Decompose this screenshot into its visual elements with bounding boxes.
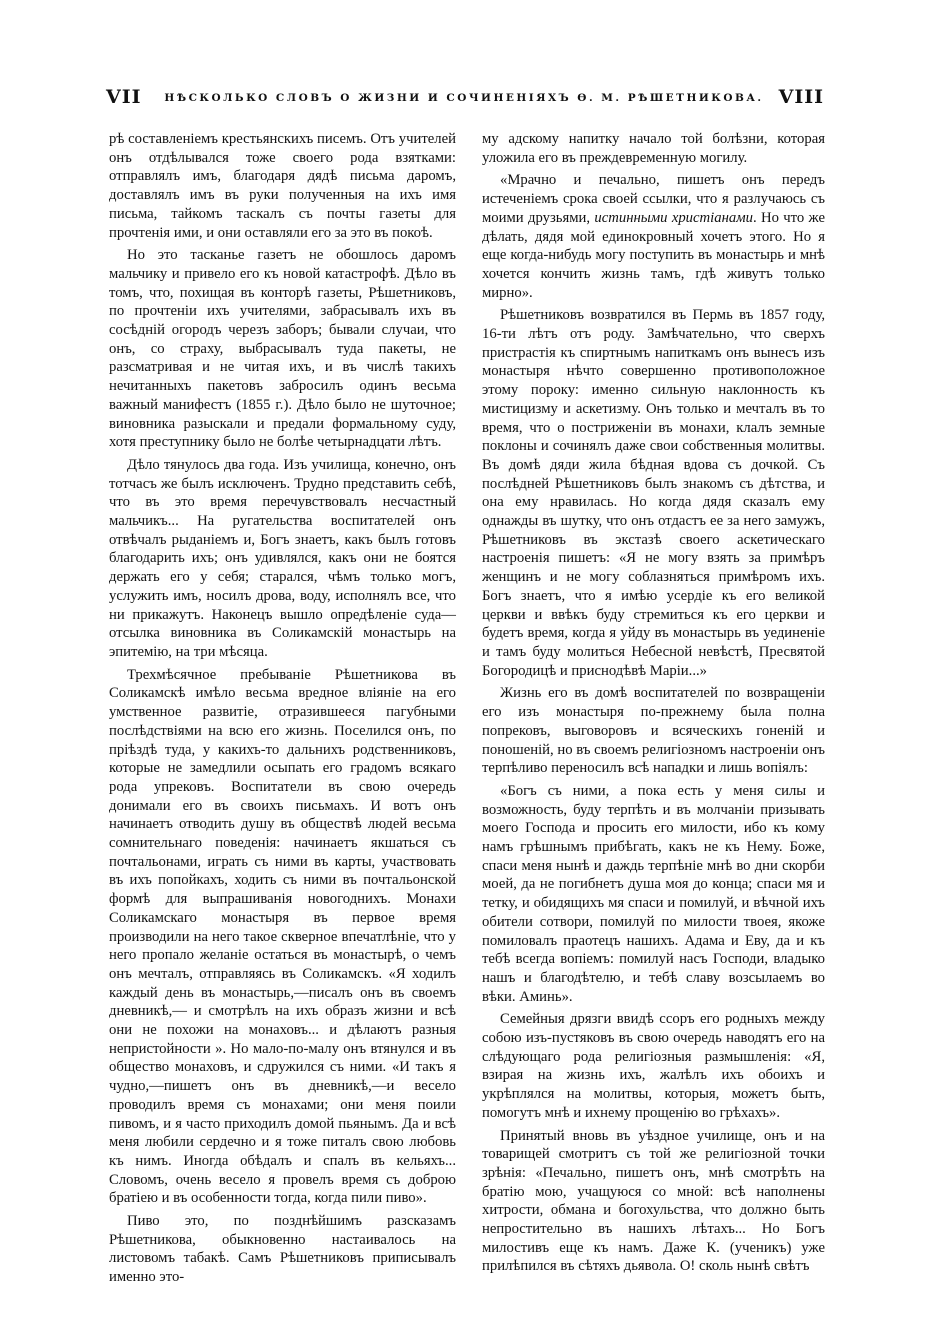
paragraph: рѣ составленіемъ крестьянскихъ писемъ. Отъ учителей онъ отдѣлывался тоже своего рода взятками: отправлялъ имъ, благодаря дядѣ письма даромъ, доставлялъ имъ въ руки полученныя на ихъ имя письма, тайкомъ таскалъ съ почты газеты для прочтенія ими, и они оставляли его за это въ покоѣ. xyxy=(109,131,456,241)
left-column xyxy=(109,130,456,1291)
paragraph: Жизнь его въ домѣ воспитателей по возвращеніи его изъ монастыря по-прежнему была полна попрековъ, выговоровъ и всяческихъ гоненій и поношеній, но въ своемъ религіозномъ настроеніи онъ терпѣливо переносилъ всѣ нападки и лишь вопіялъ: xyxy=(482,685,825,777)
paragraph: Но это тасканье газетъ не обошлось даромъ мальчику и привело его къ новой катастрофѣ. Дѣло въ томъ, что, похищая въ конторѣ газеты, Рѣшетниковъ, по прочтеніи ихъ учителями, забрасывалъ ихъ въ сосѣдній огородъ черезъ заборъ; бывали случаи, что онъ, со страху, выбрасывалъ туда пакеты, не разсматривая и не читая ихъ, и въ числѣ такихъ нечитанныхъ пакетовъ забросилъ одинъ весьма важный манифестъ (1855 г.). Дѣло было не шуточное; виновника разыскали и предали формальному суду, хотя преступнику было не болѣе четырнадцати лѣтъ. xyxy=(109,247,456,451)
page-header xyxy=(96,86,832,116)
quote-text: . Но что же дѣлать, дядя мой единокровный хочетъ этого. Но я еще когда-нибудь могу поступить въ монастырь и мнѣ хочется кончить жизнь тамъ, гдѣ живутъ только мирно». xyxy=(482,209,826,301)
prayer-quote: «Богъ съ ними, а пока есть у меня силы и возможность, буду терпѣть и въ молчаніи призывать моего Господа и просить его милости, ибо къ кому намъ грѣшнымъ прибѣгать, какъ не къ Нему. Боже, спаси меня нынѣ и даждь терпѣніе мнѣ во дни скорби моей, да не погибнетъ душа моя до конца; спаси мя и тетку, и обидящихъ мя спаси и помилуй, и вѣчной ихъ обители сотвори, помилуй по милости твоея, якоже помиловалъ праотецъ нашихъ. Адама и Еву, да и къ тебѣ всегда вопіемъ: помилуй насъ Господи, владыко нашъ и благодѣтелю, и тебѣ славу возсылаемъ во вѣки. Аминь». xyxy=(482,782,825,1005)
paragraph: Принятый вновь въ уѣздное училище, онъ и на товарищей смотритъ съ той же религіозной точки зрѣнія: «Печально, пишетъ онъ, мнѣ смотрѣть на братію мою, учащуюся со мной: всѣ наполнены хитрости, обмана и богохульства, что должно быть непростительно въ нашихъ лѣтахъ... Но Богъ милостивъ еще къ намъ. Даже К. (ученикъ) уже прилѣпился въ сѣтяхъ дьявола. О! сколь нынѣ свѣтъ xyxy=(482,1127,825,1275)
quote-text: «Мрачно и печально, пишетъ онъ передъ истеченіемъ срока своей ссылки, что я разлучаюсь съ моими друзьями, xyxy=(482,172,825,226)
right-page-number: VIII xyxy=(778,86,824,108)
italic-phrase: истинными христіанами xyxy=(594,209,753,226)
paragraph: му адскому напитку начало той болѣзни, которая уложила его въ преждевременную могилу. xyxy=(482,131,825,166)
left-page-number: VII xyxy=(106,86,142,108)
paragraph: Семейныя дрязги ввидѣ ссоръ его родныхъ между собою изъ-пустяковъ въ свою очередь наводятъ его на слѣдующаго рода религіозныя размышленія: «Я, взирая на жизнь ихъ, жалѣлъ ихъ обоихъ и укрѣплялся на молитвы, которыя, можетъ быть, помогутъ мнѣ и ихнему прощенію во грѣхахъ». xyxy=(482,1011,825,1121)
paragraph: Пиво это, по позднѣйшимъ разсказамъ Рѣшетникова, обыкновенно настаивалось на листовомъ табакѣ. Самъ Рѣшетниковъ приписывалъ именно это- xyxy=(109,1213,456,1286)
paragraph: Трехмѣсячное пребываніе Рѣшетникова въ Соликамскѣ имѣло весьма вредное вліяніе на его умственное развитіе, отразившееся пагубными послѣдствіями на всю его жизнь. Поселился онъ, по пріѣздѣ туда, у какихъ-то дальнихъ родственниковъ, которые не замедлили осыпать его градомъ всякаго рода упрековъ. Воспитатели въ свою очередь донимали его въ своихъ письмахъ. И вотъ онъ начинаетъ отводить душу въ обществѣ людей весьма сомнительнаго поведенія: начинаетъ якшаться съ почтальонами, играть съ ними въ карты, участвовать въ ихъ попойкахъ, ходить съ ними въ почтальонской формѣ для выпрашиванія новогоднихъ. Монахи Соликамскаго монастыря въ первое время производили на него такое скверное впечатлѣніе, что у него пропало желаніе остаться въ монастырѣ, о чемъ онъ мечталъ, отправляясь въ Соликамскъ. «Я ходилъ каждый день въ монастырь,—писалъ онъ въ своемъ дневникѣ,— и смотрѣлъ на ихъ образъ жизни и всѣ они не похожи на монаховъ... и дѣлаютъ разныя непристойности ». Но мало-по-малу онъ втянулся и въ общество монаховъ, и сдружился съ ними. «И такъ я чудно,—пишетъ онъ въ дневникѣ,—и весело проводилъ время съ монахами; они меня поили пивомъ, и я часто приходилъ домой пьянымъ. Да и всѣ меня любили сердечно и я тоже питалъ свою любовь къ нимъ. Иногда обѣдалъ и спалъ въ кельяхъ... Словомъ, очень весело я провелъ время съ доброю братіею и въ особенности тогда, когда пили пиво». xyxy=(109,666,456,1207)
quote-paragraph xyxy=(482,171,825,302)
right-column xyxy=(482,130,825,1280)
paragraph: Дѣло тянулось два года. Изъ училища, конечно, онъ тотчасъ же былъ исключенъ. Трудно представить себѣ, что въ это время перечувствовалъ несчастный мальчикъ... На ругательства воспитателей онъ отвѣчалъ рыданіемъ и, Богъ знаетъ, какъ былъ готовъ благодарить ихъ; онъ удивлялся, какъ они не боятся держать его у себя; старался, чѣмъ только могъ, услужить имъ, носилъ дрова, воду, исполнялъ все, что ни прикажутъ. Наконецъ вышло опредѣленіе суда—отсылка виновника въ Соликамскій монастырь на эпитемію, на три мѣсяца. xyxy=(109,456,456,660)
running-title: НѢСКОЛЬКО СЛОВЪ О ЖИЗНИ И СОЧИНЕНІЯХЪ Ѳ. М. РѢШЕТНИКОВА. xyxy=(164,92,764,104)
paragraph: Рѣшетниковъ возвратился въ Пермь въ 1857 году, 16-ти лѣтъ отъ роду. Замѣчательно, что сверхъ пристрастія къ спиртнымъ напиткамъ онъ вынесъ изъ монастыря нѣчто совершенно противоположное этому пороку: именно сильную наклонность къ мистицизму и аскетизму. Онъ только и мечталъ въ то время, что о постриженіи въ монахи, клалъ земные поклоны и сочинялъ даже свои собственныя молитвы. Въ домѣ дяди жила бѣдная вдова съ дочкой. Съ послѣдней Рѣшетниковъ былъ знакомъ съ дѣтства, и она ему нравилась. Но когда дядя сказалъ ему однажды въ шутку, что онъ отдастъ ее за него замужъ, Рѣшетниковъ въ экстазѣ своего аскетическаго настроенія пишетъ: «Я не могу взять за примѣръ женщинъ и не могу соблазняться примѣромъ ихъ. Богъ знаетъ, что я имѣю усердіе къ его великой церкви и ввѣкъ буду стремиться къ его церкви и будетъ время, когда я уйду въ монастырь въ уединеніе и тамъ буду молиться Небесной невѣстѣ, Пресвятой Богородицѣ и приснодѣвѣ Маріи...» xyxy=(482,307,825,679)
